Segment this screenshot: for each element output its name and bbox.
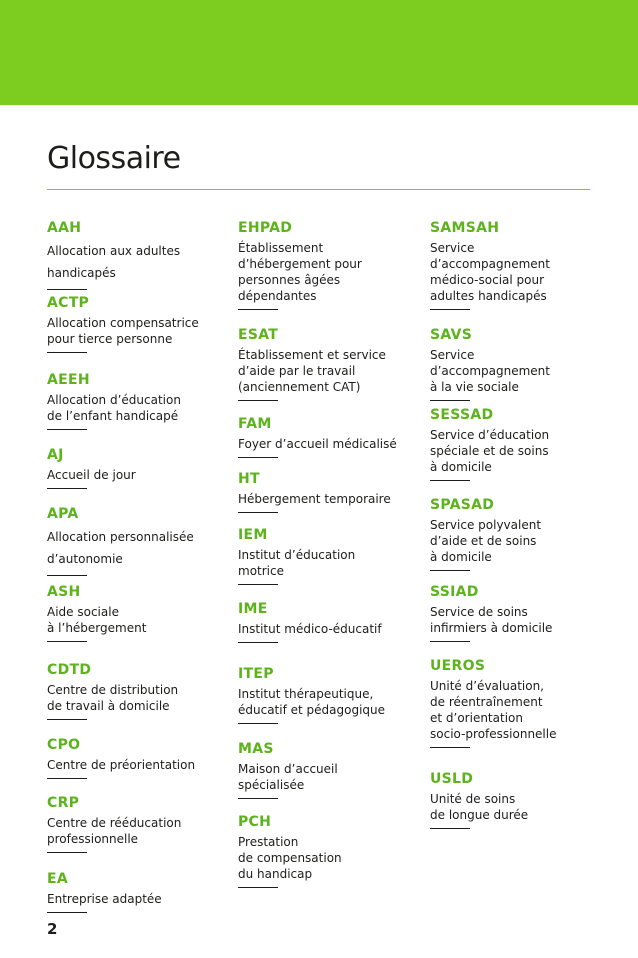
entry-divider bbox=[430, 570, 470, 571]
entry-divider bbox=[238, 887, 278, 888]
glossary-entry-ash bbox=[47, 582, 232, 642]
glossary-abbreviation: SAMSAH bbox=[430, 220, 500, 236]
glossary-entry-aah bbox=[47, 218, 232, 290]
glossary-abbreviation: SSIAD bbox=[430, 584, 479, 600]
glossary-entry-spasad bbox=[430, 495, 605, 571]
glossary-definition: Centre de préorientation bbox=[47, 758, 196, 772]
entry-divider bbox=[430, 480, 470, 481]
glossary-entry-itep bbox=[238, 664, 418, 724]
glossary-definition: Centre de rééducation professionnelle bbox=[47, 816, 182, 846]
entry-divider bbox=[47, 352, 87, 353]
glossary-definition: Foyer d’accueil médicalisé bbox=[238, 437, 397, 451]
glossary-definition: Entreprise adaptée bbox=[47, 892, 162, 906]
glossary-definition: Accueil de jour bbox=[47, 468, 136, 482]
entry-divider bbox=[47, 575, 87, 576]
entry-divider bbox=[430, 747, 470, 748]
glossary-entry-apa bbox=[47, 504, 232, 576]
glossary-definition: Maison d’accueil spécialisée bbox=[238, 762, 338, 792]
glossary-entry-fam bbox=[238, 414, 418, 458]
entry-divider bbox=[430, 641, 470, 642]
entry-divider bbox=[47, 641, 87, 642]
glossary-definition: Établissement d’hébergement pour personnes âgées dépendantes bbox=[238, 241, 362, 303]
glossary-abbreviation: APA bbox=[47, 506, 79, 522]
glossary-entry-cdtd bbox=[47, 660, 232, 720]
entry-divider bbox=[47, 852, 87, 853]
glossary-definition: Allocation compensatrice pour tierce personne bbox=[47, 316, 199, 346]
glossary-abbreviation: FAM bbox=[238, 416, 272, 432]
glossary-abbreviation: MAS bbox=[238, 741, 274, 757]
glossary-abbreviation: CRP bbox=[47, 795, 80, 811]
glossary-abbreviation: USLD bbox=[430, 771, 474, 787]
entry-divider bbox=[238, 723, 278, 724]
entry-divider bbox=[47, 719, 87, 720]
glossary-entry-pch bbox=[238, 812, 418, 888]
glossary-entry-aeeh bbox=[47, 370, 232, 430]
glossary-definition: Établissement et service d’aide par le travail (anciennement CAT) bbox=[238, 348, 386, 394]
page-title: Glossaire bbox=[47, 141, 181, 176]
entry-divider bbox=[238, 457, 278, 458]
glossary-entry-sessad bbox=[430, 405, 605, 481]
glossary-entry-ime bbox=[238, 599, 418, 643]
glossary-abbreviation: HT bbox=[238, 471, 260, 487]
glossary-entry-ueros bbox=[430, 656, 605, 748]
glossary-definition: Prestation de compensation du handicap bbox=[238, 835, 342, 881]
entry-divider bbox=[430, 828, 470, 829]
glossary-definition: Institut médico-éducatif bbox=[238, 622, 382, 636]
glossary-abbreviation: IEM bbox=[238, 527, 268, 543]
title-divider bbox=[47, 189, 590, 190]
entry-divider bbox=[238, 584, 278, 585]
glossary-definition: Allocation d’éducation de l’enfant handicapé bbox=[47, 393, 181, 423]
glossary-entry-actp bbox=[47, 293, 232, 353]
glossary-abbreviation: AEEH bbox=[47, 372, 90, 388]
glossary-definition: Service d’éducation spéciale et de soins à domicile bbox=[430, 428, 550, 474]
glossary-definition: Unité de soins de longue durée bbox=[430, 792, 529, 822]
glossary-abbreviation: EA bbox=[47, 871, 68, 887]
glossary-abbreviation: SESSAD bbox=[430, 407, 494, 423]
glossary-definition: Institut thérapeutique, éducatif et pédagogique bbox=[238, 687, 386, 717]
glossary-entry-usld bbox=[430, 769, 605, 829]
glossary-abbreviation: ESAT bbox=[238, 327, 279, 343]
glossary-abbreviation: UEROS bbox=[430, 658, 486, 674]
glossary-entry-mas bbox=[238, 739, 418, 799]
glossary-entry-savs bbox=[430, 325, 605, 401]
glossary-entry-esat bbox=[238, 325, 418, 401]
page-number: 2 bbox=[47, 920, 58, 938]
glossary-abbreviation: ASH bbox=[47, 584, 81, 600]
glossary-abbreviation: SPASAD bbox=[430, 497, 495, 513]
glossary-definition: Allocation personnalisée d’autonomie bbox=[47, 530, 194, 566]
entry-divider bbox=[47, 912, 87, 913]
entry-divider bbox=[47, 429, 87, 430]
glossary-definition: Allocation aux adultes handicapés bbox=[47, 244, 181, 280]
entry-divider bbox=[238, 512, 278, 513]
entry-divider bbox=[238, 400, 278, 401]
glossary-definition: Service d’accompagnement à la vie sociale bbox=[430, 348, 550, 394]
entry-divider bbox=[430, 400, 470, 401]
entry-divider bbox=[47, 778, 87, 779]
glossary-definition: Aide sociale à l’hébergement bbox=[47, 605, 147, 635]
entry-divider bbox=[238, 642, 278, 643]
glossary-entry-iem bbox=[238, 525, 418, 585]
glossary-entry-cpo bbox=[47, 735, 232, 779]
glossary-entry-ht bbox=[238, 469, 418, 513]
header-band bbox=[0, 0, 638, 105]
glossary-entry-crp bbox=[47, 793, 232, 853]
glossary-entry-ea bbox=[47, 869, 232, 913]
glossary-abbreviation: EHPAD bbox=[238, 220, 293, 236]
glossary-definition: Institut d’éducation motrice bbox=[238, 548, 356, 578]
entry-divider bbox=[430, 309, 470, 310]
glossary-abbreviation: PCH bbox=[238, 814, 272, 830]
glossary-abbreviation: ITEP bbox=[238, 666, 274, 682]
glossary-entry-ssiad bbox=[430, 582, 605, 642]
entry-divider bbox=[238, 309, 278, 310]
glossary-entry-ehpad bbox=[238, 218, 418, 310]
glossary-abbreviation: SAVS bbox=[430, 327, 473, 343]
glossary-abbreviation: AAH bbox=[47, 220, 82, 236]
glossary-definition: Centre de distribution de travail à domicile bbox=[47, 683, 179, 713]
glossary-definition: Service d’accompagnement médico-social pour adultes handicapés bbox=[430, 241, 550, 303]
glossary-abbreviation: CDTD bbox=[47, 662, 92, 678]
glossary-definition: Service de soins infirmiers à domicile bbox=[430, 605, 553, 635]
glossary-entry-samsah bbox=[430, 218, 605, 310]
entry-divider bbox=[47, 289, 87, 290]
glossary-abbreviation: AJ bbox=[47, 447, 64, 463]
glossary-entry-aj bbox=[47, 445, 232, 489]
entry-divider bbox=[238, 798, 278, 799]
glossary-abbreviation: IME bbox=[238, 601, 268, 617]
glossary-abbreviation: ACTP bbox=[47, 295, 90, 311]
glossary-definition: Unité d’évaluation, de réentraînement et d’orientation socio-professionnelle bbox=[430, 679, 557, 741]
glossary-definition: Hébergement temporaire bbox=[238, 492, 391, 506]
glossary-abbreviation: CPO bbox=[47, 737, 81, 753]
glossary-definition: Service polyvalent d’aide et de soins à domicile bbox=[430, 518, 542, 564]
entry-divider bbox=[47, 488, 87, 489]
